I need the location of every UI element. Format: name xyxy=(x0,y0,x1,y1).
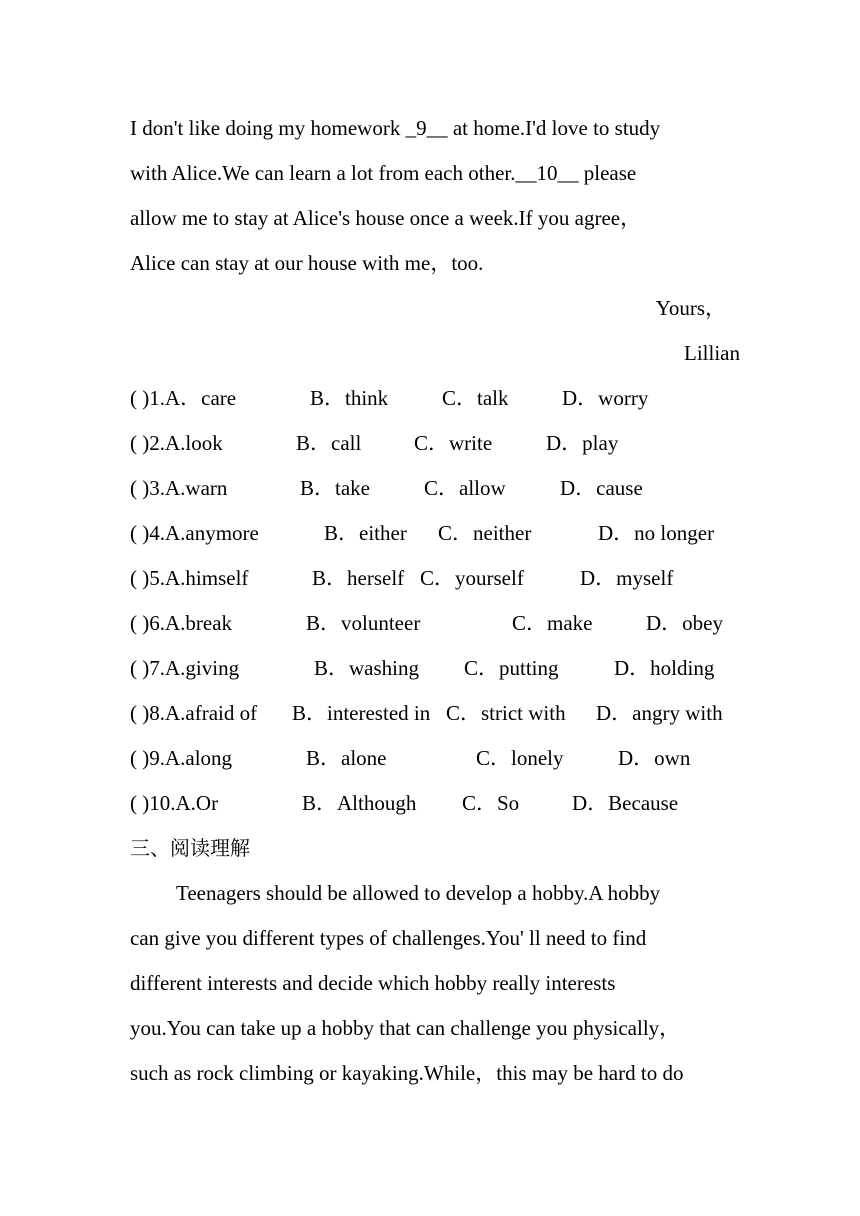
question-option-b: B．think xyxy=(310,386,389,410)
question-option-a: ( )6.A.break xyxy=(130,611,233,635)
question-option-c: C．lonely xyxy=(476,746,564,770)
question-option-b: B．alone xyxy=(306,746,387,770)
question-option-d: D．Because xyxy=(572,791,679,815)
question-option-a: ( )10.A.Or xyxy=(130,791,219,815)
question-7 xyxy=(130,646,740,691)
question-option-b: B．Although xyxy=(302,791,417,815)
question-option-b: B．interested in xyxy=(292,701,431,725)
question-10 xyxy=(130,781,740,826)
question-option-b: B．call xyxy=(296,431,362,455)
question-option-c: C．yourself xyxy=(420,566,524,590)
letter-line: allow me to stay at Alice's house once a week.If you agree， xyxy=(130,206,642,230)
question-option-d: D．cause xyxy=(560,476,643,500)
question-option-a: ( )3.A.warn xyxy=(130,476,228,500)
passage-line: different interests and decide which hobby really interests xyxy=(130,971,616,995)
document-body xyxy=(130,106,740,1096)
letter-line: I don't like doing my homework _9__ at home.I'd love to study xyxy=(130,116,661,140)
question-option-d: D．worry xyxy=(562,386,649,410)
question-option-d: D．play xyxy=(546,431,619,455)
question-option-b: B．herself xyxy=(312,566,405,590)
question-option-c: C．make xyxy=(512,611,593,635)
question-option-c: C．neither xyxy=(438,521,532,545)
question-option-a: ( )4.A.anymore xyxy=(130,521,259,545)
question-option-c: C．So xyxy=(462,791,520,815)
question-9 xyxy=(130,736,740,781)
question-option-d: D．own xyxy=(618,746,691,770)
question-option-c: C．write xyxy=(414,431,493,455)
question-option-d: D．myself xyxy=(580,566,674,590)
letter-signature: Lillian xyxy=(684,341,740,365)
question-option-b: B．washing xyxy=(314,656,419,680)
question-option-b: B．either xyxy=(324,521,407,545)
section-heading: 三、阅读理解 xyxy=(130,836,250,860)
question-2 xyxy=(130,421,740,466)
question-5 xyxy=(130,556,740,601)
question-option-c: C．putting xyxy=(464,656,559,680)
question-6 xyxy=(130,601,740,646)
question-option-c: C．strict with xyxy=(446,701,566,725)
question-option-b: B．take xyxy=(300,476,370,500)
question-option-a: ( )2.A.look xyxy=(130,431,223,455)
question-option-a: ( )9.A.along xyxy=(130,746,233,770)
question-option-a: ( )5.A.himself xyxy=(130,566,249,590)
question-option-c: C．allow xyxy=(424,476,506,500)
question-option-c: C．talk xyxy=(442,386,509,410)
question-option-d: D．holding xyxy=(614,656,715,680)
question-option-b: B．volunteer xyxy=(306,611,421,635)
passage-line: you.You can take up a hobby that can challenge you physically， xyxy=(130,1016,681,1040)
question-3 xyxy=(130,466,740,511)
question-4 xyxy=(130,511,740,556)
question-1 xyxy=(130,376,740,421)
question-option-d: D．angry with xyxy=(596,701,723,725)
question-option-d: D．no longer xyxy=(598,521,715,545)
question-option-a: ( )7.A.giving xyxy=(130,656,240,680)
question-option-a: ( )8.A.afraid of xyxy=(130,701,258,725)
question-option-d: D．obey xyxy=(646,611,723,635)
letter-closing: Yours， xyxy=(655,296,726,320)
question-option-a: ( )1.A．care xyxy=(130,386,237,410)
passage-line: can give you different types of challenges.You' ll need to find xyxy=(130,926,647,950)
letter-line: Alice can stay at our house with me，too. xyxy=(130,251,484,275)
passage-line: such as rock climbing or kayaking.While，this may be hard to do xyxy=(130,1061,684,1085)
letter-line: with Alice.We can learn a lot from each other.__10__ please xyxy=(130,161,637,185)
question-8 xyxy=(130,691,740,736)
passage-line: Teenagers should be allowed to develop a hobby.A hobby xyxy=(176,881,661,905)
